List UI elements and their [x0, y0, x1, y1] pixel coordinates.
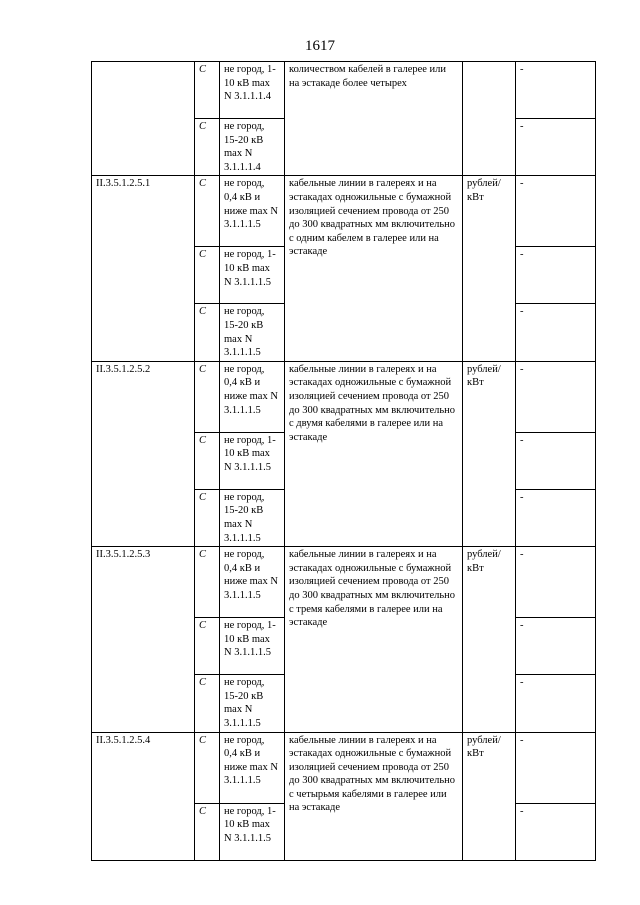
value-cell: -: [516, 618, 596, 675]
letter-cell: С: [195, 304, 220, 361]
value-cell: -: [516, 62, 596, 119]
description-cell: кабельные линии в галереях и на эстакадах одножильные с бумажной изоляцией сечением провода от 250 до 300 квадратных мм включительно с тремя кабелями в галерее или на эстакаде: [285, 547, 463, 732]
condition-cell: не город, 15-20 кВ max N 3.1.1.1.5: [220, 489, 285, 546]
letter-cell: С: [195, 489, 220, 546]
condition-cell: не город, 1-10 кВ max N 3.1.1.1.5: [220, 618, 285, 675]
value-cell: -: [516, 489, 596, 546]
letter-cell: С: [195, 119, 220, 176]
condition-cell: не город, 1-10 кВ max N 3.1.1.1.5: [220, 247, 285, 304]
description-cell: кабельные линии в галереях и на эстакадах одножильные с бумажной изоляцией сечением провода от 250 до 300 квадратных мм включительно с двумя кабелями в галерее или на эстакаде: [285, 361, 463, 546]
condition-cell: не город, 1-10 кВ max N 3.1.1.1.5: [220, 432, 285, 489]
table-row: [92, 732, 596, 803]
value-cell: -: [516, 247, 596, 304]
condition-cell: не город, 0,4 кВ и ниже max N 3.1.1.1.5: [220, 361, 285, 432]
letter-cell: С: [195, 675, 220, 732]
code-cell: II.3.5.1.2.5.4: [92, 732, 195, 860]
letter-cell: С: [195, 732, 220, 803]
unit-cell: рублей/ кВт: [463, 361, 516, 546]
condition-cell: не город, 15-20 кВ max N 3.1.1.1.4: [220, 119, 285, 176]
value-cell: -: [516, 361, 596, 432]
table-row: [92, 176, 596, 247]
condition-cell: не город, 0,4 кВ и ниже max N 3.1.1.1.5: [220, 176, 285, 247]
value-cell: -: [516, 803, 596, 860]
page-number: 1617: [305, 38, 335, 54]
letter-cell: С: [195, 247, 220, 304]
letter-cell: С: [195, 62, 220, 119]
condition-cell: не город, 1-10 кВ max N 3.1.1.1.5: [220, 803, 285, 860]
condition-cell: не город, 0,4 кВ и ниже max N 3.1.1.1.5: [220, 732, 285, 803]
value-cell: -: [516, 547, 596, 618]
description-cell: количеством кабелей в галерее или на эстакаде более четырех: [285, 62, 463, 176]
unit-cell: рублей/ кВт: [463, 547, 516, 732]
unit-cell: рублей/ кВт: [463, 176, 516, 361]
letter-cell: С: [195, 803, 220, 860]
code-cell: II.3.5.1.2.5.1: [92, 176, 195, 361]
letter-cell: С: [195, 547, 220, 618]
tariff-table: [91, 61, 596, 861]
table-row: [92, 62, 596, 119]
code-cell: II.3.5.1.2.5.3: [92, 547, 195, 732]
letter-cell: С: [195, 432, 220, 489]
condition-cell: не город, 15-20 кВ max N 3.1.1.1.5: [220, 304, 285, 361]
table-row: [92, 547, 596, 618]
condition-cell: не город, 1-10 кВ max N 3.1.1.1.4: [220, 62, 285, 119]
letter-cell: С: [195, 618, 220, 675]
condition-cell: не город, 15-20 кВ max N 3.1.1.1.5: [220, 675, 285, 732]
value-cell: -: [516, 675, 596, 732]
code-cell: II.3.5.1.2.5.2: [92, 361, 195, 546]
value-cell: -: [516, 732, 596, 803]
letter-cell: С: [195, 361, 220, 432]
code-cell: [92, 62, 195, 176]
value-cell: -: [516, 304, 596, 361]
value-cell: -: [516, 119, 596, 176]
unit-cell: [463, 62, 516, 176]
description-cell: кабельные линии в галереях и на эстакадах одножильные с бумажной изоляцией сечением провода от 250 до 300 квадратных мм включительно с четырьмя кабелями в галерее или на эстакаде: [285, 732, 463, 860]
description-cell: кабельные линии в галереях и на эстакадах одножильные с бумажной изоляцией сечением провода от 250 до 300 квадратных мм включительно с одним кабелем в галерее или на эстакаде: [285, 176, 463, 361]
unit-cell: рублей/ кВт: [463, 732, 516, 860]
letter-cell: С: [195, 176, 220, 247]
condition-cell: не город, 0,4 кВ и ниже max N 3.1.1.1.5: [220, 547, 285, 618]
value-cell: -: [516, 432, 596, 489]
table-row: [92, 361, 596, 432]
value-cell: -: [516, 176, 596, 247]
